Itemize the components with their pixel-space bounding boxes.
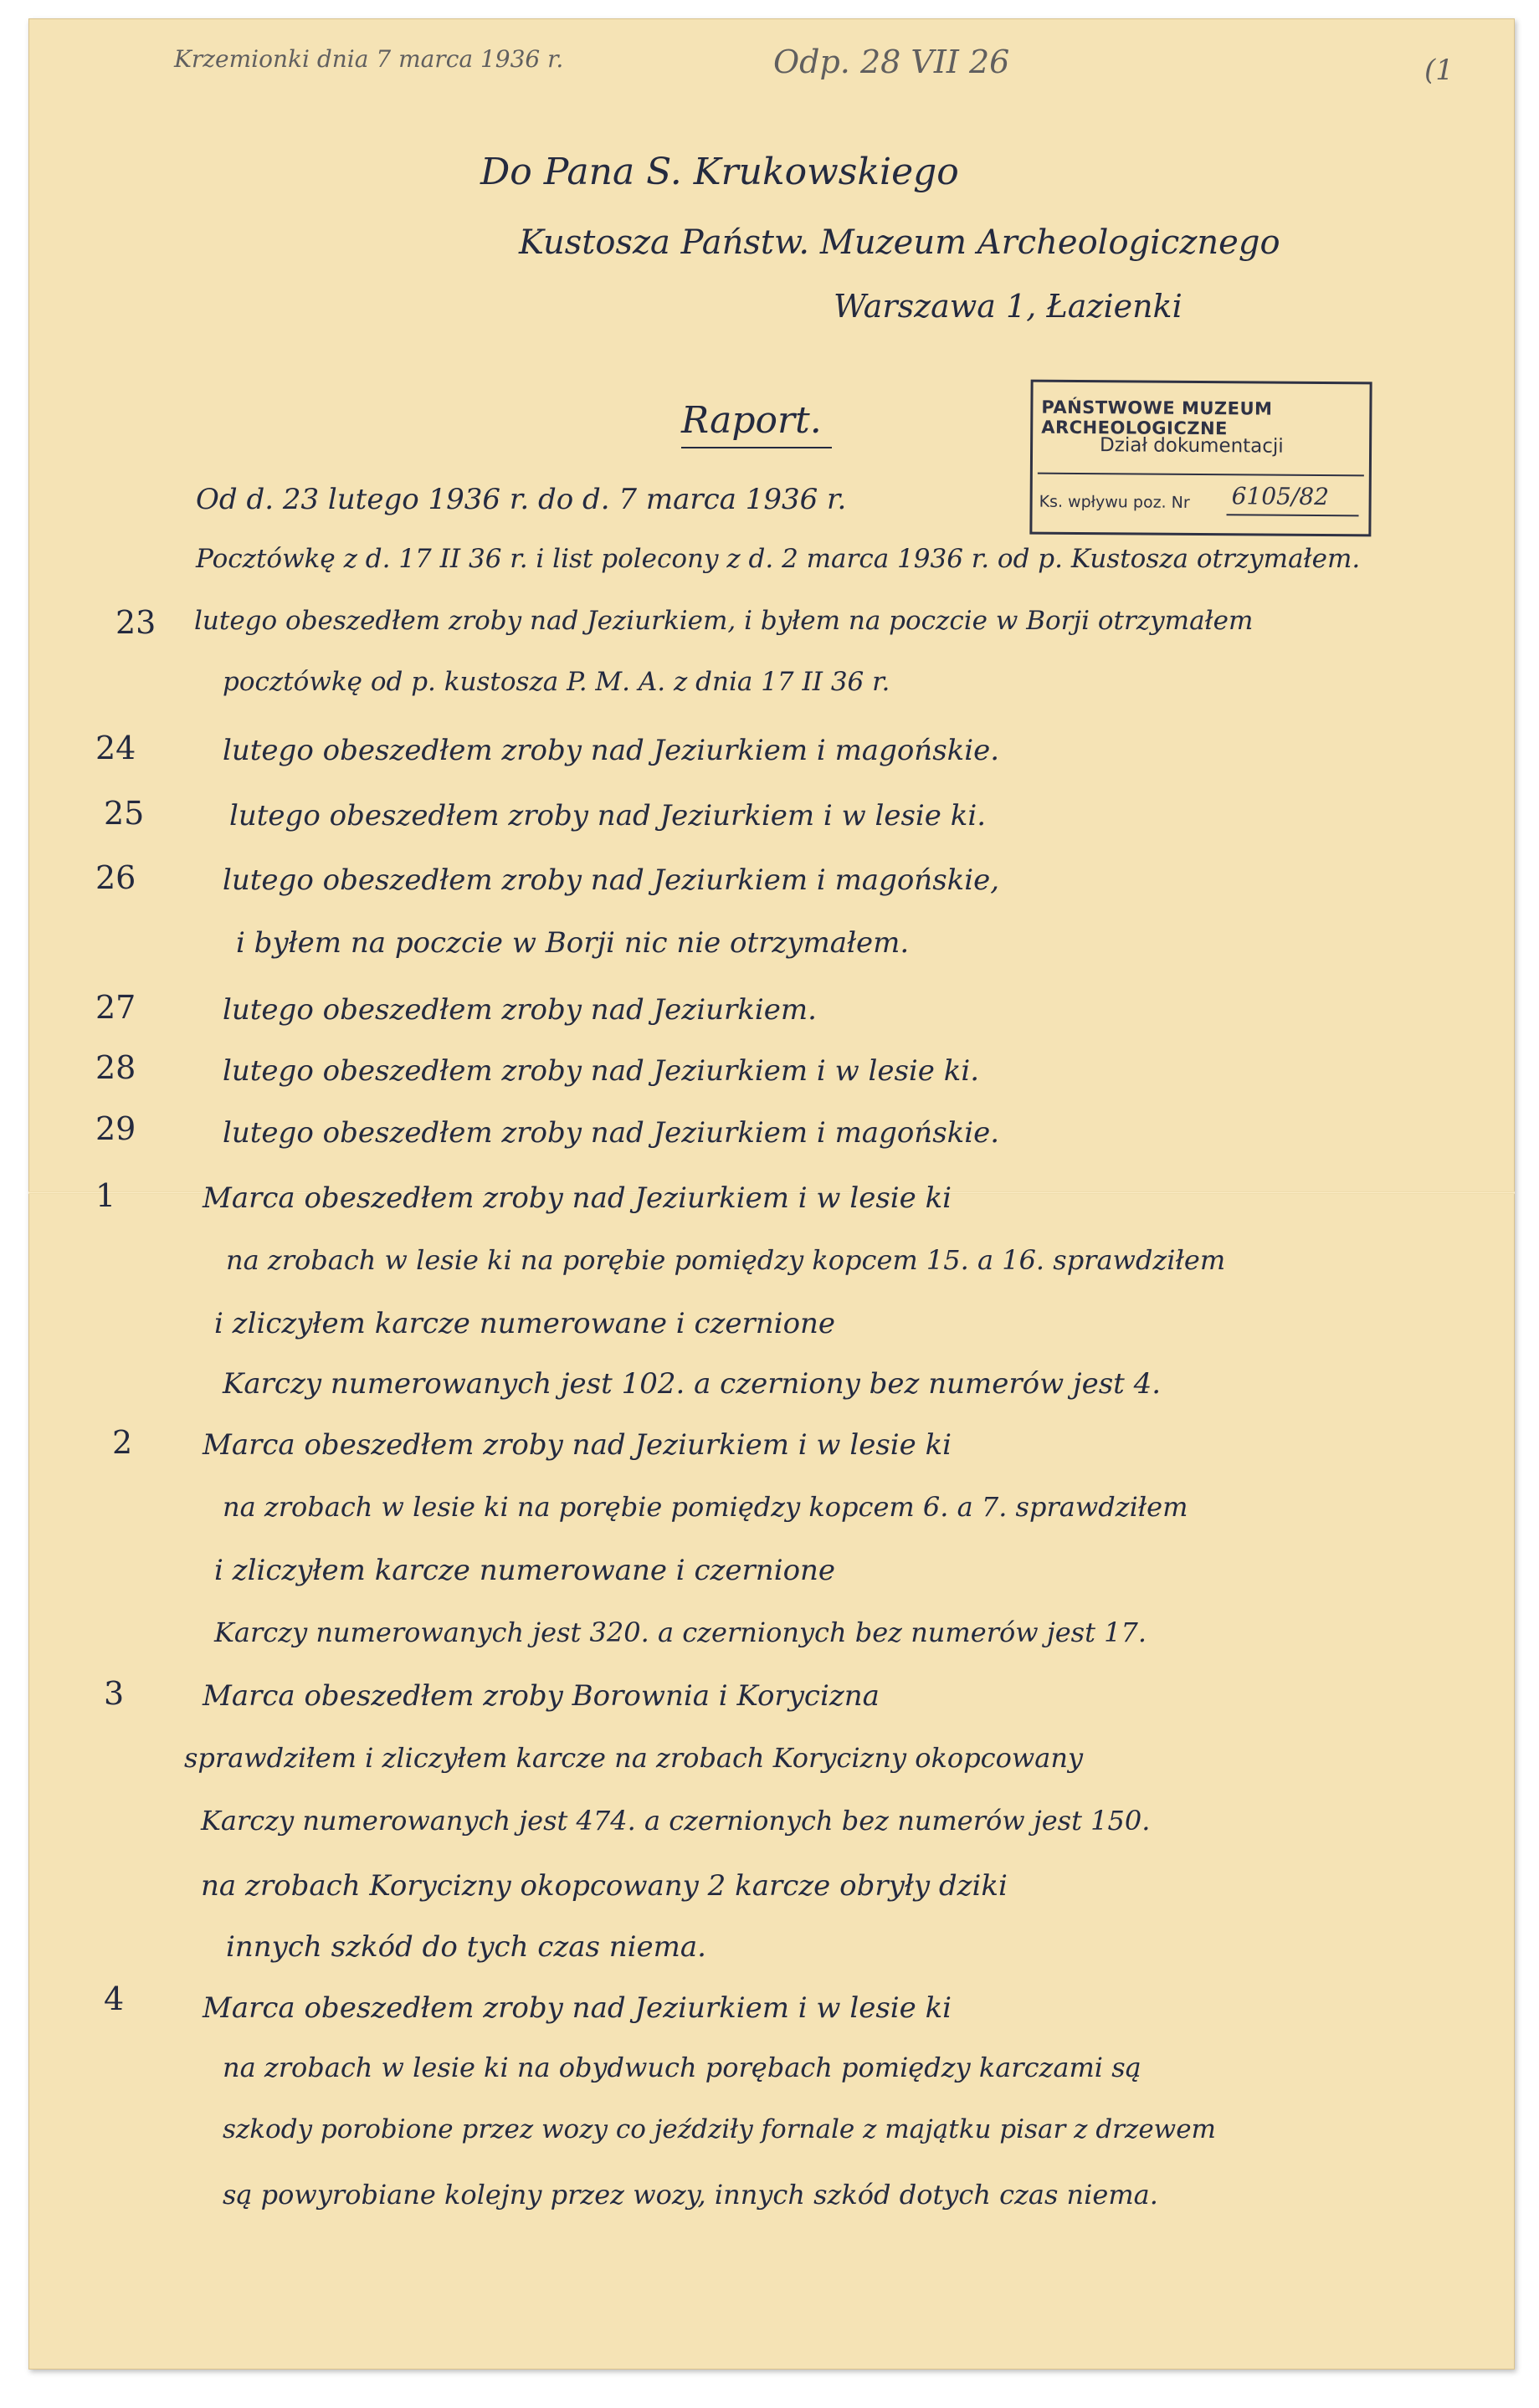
address-line-2: Kustosza Państw. Muzeum Archeologicznego [519, 223, 1280, 262]
entry-line: na zrobach Korycizny okopcowany 2 karcze obryły dziki [201, 1869, 1008, 1903]
entry-line: Marca obeszedłem zroby nad Jeziurkiem i w lesie ki [203, 1181, 952, 1215]
entry-line: sprawdziłem i zliczyłem karcze na zrobach Korycizny okopcowany [184, 1742, 1084, 1774]
stamp-rule [1038, 473, 1364, 477]
entry-day: 25 [104, 795, 145, 832]
address-line-3: Warszawa 1, Łazienki [834, 288, 1182, 325]
stamp-institution: PAŃSTWOWE MUZEUM ARCHEOLOGICZNE [1041, 397, 1273, 439]
entry-day: 2 [112, 1424, 133, 1461]
entry-day: 24 [95, 730, 136, 766]
museum-stamp [1029, 380, 1372, 537]
page-mark: (1 [1424, 54, 1454, 87]
address-line-1: Do Pana S. Krukowskiego [480, 151, 959, 193]
entry-line: Karczy numerowanych jest 320. a czernionych bez numerów jest 17. [214, 1616, 1147, 1648]
entry-line: i zliczyłem karcze numerowane i czernione [214, 1554, 836, 1587]
entry-line: pocztówkę od p. kustosza P. M. A. z dnia 17 II 36 r. [223, 667, 890, 697]
entry-day: 29 [95, 1110, 136, 1147]
entry-line: lutego obeszedłem zroby nad Jeziurkiem i w lesie ki. [223, 1054, 980, 1088]
entry-line: na zrobach w lesie ki na porębie pomiędzy kopcem 15. a 16. sprawdziłem [226, 1244, 1226, 1276]
stamp-entry-number: 6105/82 [1231, 482, 1330, 511]
document-sheet [28, 18, 1515, 2370]
entry-line: Marca obeszedłem zroby nad Jeziurkiem i w lesie ki [203, 1428, 952, 1462]
entry-line: Marca obeszedłem zroby Borownia i Korycizna [203, 1679, 880, 1713]
entry-line: lutego obeszedłem zroby nad Jeziurkiem i w lesie ki. [229, 799, 987, 833]
entry-day: 28 [95, 1049, 136, 1086]
entry-line: Karczy numerowanych jest 102. a czerniony bez numerów jest 4. [223, 1367, 1162, 1401]
entry-line: Marca obeszedłem zroby nad Jeziurkiem i w lesie ki [203, 1991, 952, 2025]
entry-line: na zrobach w lesie ki na porębie pomiędzy kopcem 6. a 7. sprawdziłem [223, 1491, 1188, 1523]
report-intro: Pocztówkę z d. 17 II 36 r. i list polecony z d. 2 marca 1936 r. od p. Kustosza otrzymałem. [196, 544, 1361, 574]
entry-line: szkody porobione przez wozy co jeździły fornale z majątku pisar z drzewem [223, 2114, 1216, 2144]
entry-day: 4 [104, 1980, 125, 2017]
entry-line: na zrobach w lesie ki na obydwuch porębach pomiędzy karczami są [223, 2052, 1141, 2083]
entry-day: 1 [95, 1177, 116, 1214]
entry-day: 23 [115, 604, 156, 641]
file-reference: Odp. 28 VII 26 [773, 44, 1010, 80]
entry-line: Karczy numerowanych jest 474. a czernionych bez numerów jest 150. [201, 1805, 1151, 1837]
entry-line: są powyrobiane kolejny przez wozy, innych szkód dotych czas niema. [223, 2179, 1158, 2211]
stamp-number-underline [1227, 514, 1359, 516]
entry-line: lutego obeszedłem zroby nad Jeziurkiem i magońskie. [223, 734, 1000, 767]
entry-line: lutego obeszedłem zroby nad Jeziurkiem, i byłem na poczcie w Borji otrzymałem [194, 606, 1254, 636]
place-date: Krzemionki dnia 7 marca 1936 r. [174, 45, 564, 73]
stamp-entry-label: Ks. wpływu poz. Nr [1039, 492, 1190, 512]
entry-day: 3 [104, 1675, 125, 1712]
entry-day: 26 [95, 859, 136, 896]
entry-line: lutego obeszedłem zroby nad Jeziurkiem i magońskie, [223, 863, 1000, 897]
entry-line: innych szkód do tych czas niema. [226, 1930, 706, 1964]
report-title: Raport. [681, 399, 822, 442]
entry-line: lutego obeszedłem zroby nad Jeziurkiem i magońskie. [223, 1116, 1000, 1150]
stamp-department: Dział dokumentacji [1100, 434, 1284, 458]
entry-line: i byłem na poczcie w Borji nic nie otrzymałem. [236, 926, 910, 960]
entry-day: 27 [95, 989, 136, 1026]
entry-line: i zliczyłem karcze numerowane i czernione [214, 1307, 836, 1340]
title-underline [681, 447, 832, 448]
entry-line: lutego obeszedłem zroby nad Jeziurkiem. [223, 993, 817, 1027]
report-period: Od d. 23 lutego 1936 r. do d. 7 marca 1936 r. [196, 483, 847, 516]
